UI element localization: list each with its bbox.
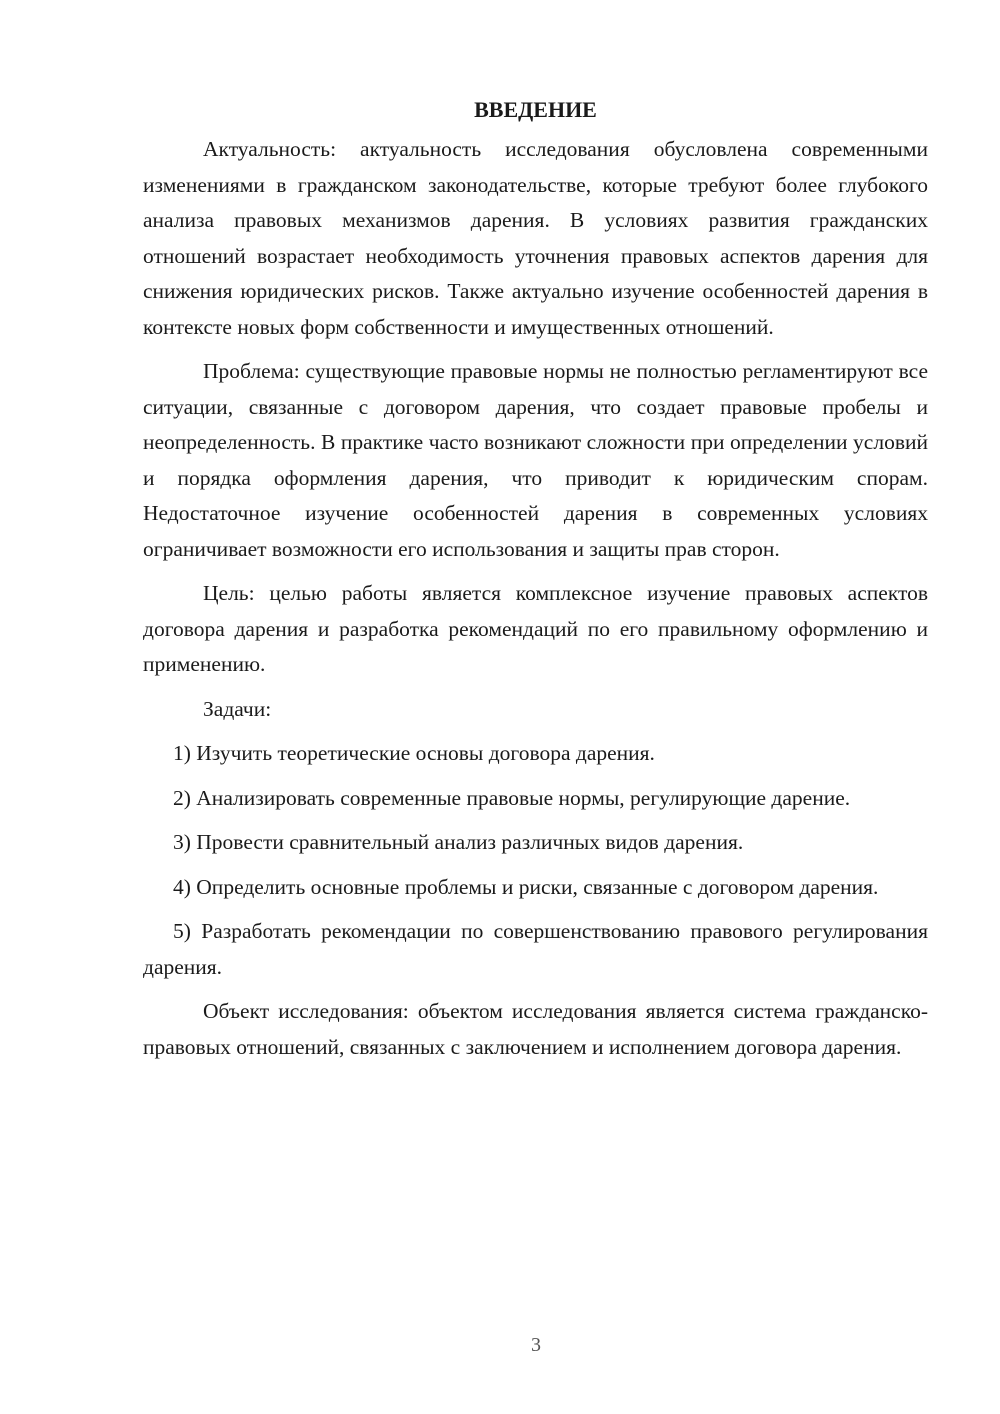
paragraph-problem: Проблема: существующие правовые нормы не полностью регламентируют все ситуации, связанные с договором дарения, что создает правовые пробелы и неопределенность. В практике часто возникают сложности при определении условий и порядка оформления дарения, что приводит к юридическим спорам. Недостаточное изучение особенностей дарения в современных условиях ограничивает возможности его использования и защиты прав сторон. xyxy=(143,359,928,561)
paragraph-object: Объект исследования: объектом исследования является система гражданско-правовых отношений, связанных с заключением и исполнением договора дарения. xyxy=(143,999,928,1059)
paragraph-goal: Цель: целью работы является комплексное изучение правовых аспектов договора дарения и разработка рекомендаций по его правильному оформлению и применению. xyxy=(143,581,928,676)
paragraph-relevance: Актуальность: актуальность исследования обусловлена современными изменениями в гражданском законодательстве, которые требуют более глубокого анализа правовых механизмов дарения. В условиях развития гражданских отношений возрастает необходимость уточнения правовых аспектов дарения для снижения юридических рисков. Также актуально изучение особенностей дарения в контексте новых форм собственности и имущественных отношений. xyxy=(143,137,928,339)
task-item-2: 2) Анализировать современные правовые нормы, регулирующие дарение. xyxy=(173,785,851,810)
task-item-1: 1) Изучить теоретические основы договора дарения. xyxy=(173,741,655,765)
page-title: ВВЕДЕНИЕ xyxy=(474,97,597,122)
document-page xyxy=(143,92,928,1074)
page-number: 3 xyxy=(531,1334,541,1356)
task-item-3: 3) Провести сравнительный анализ различных видов дарения. xyxy=(173,830,744,854)
task-item-4: 4) Определить основные проблемы и риски, связанные с договором дарения. xyxy=(173,874,879,899)
paragraph-tasks-heading: Задачи: xyxy=(203,696,272,721)
task-item-5: 5) Разработать рекомендации по совершенствованию правового регулирования дарения. xyxy=(143,919,928,979)
